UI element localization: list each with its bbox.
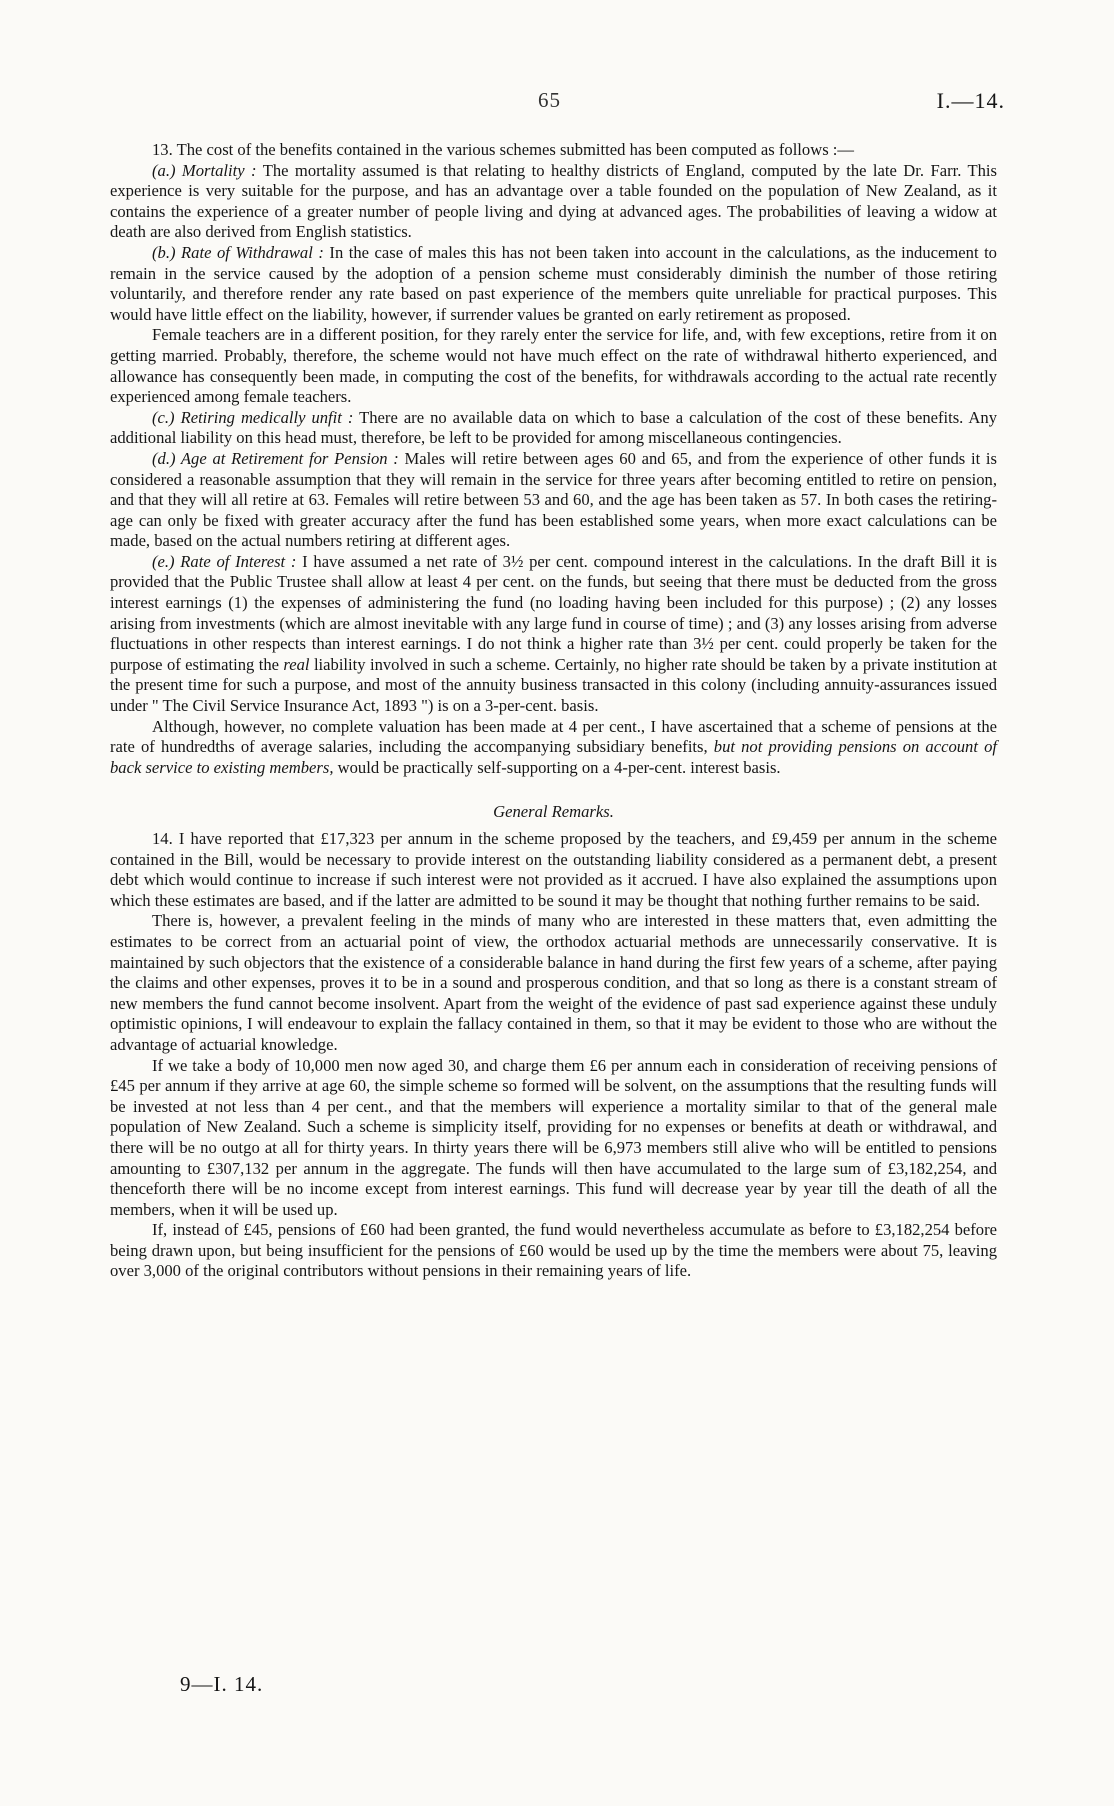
paragraph-pensions-60: If, instead of £45, pensions of £60 had been granted, the fund would nevertheless accumulate as before to £3,182,254 before being drawn upon, but being insufficient for the pensions of £60 would be used up by the time the members were about 75, leaving over 3,000 of the original contributors without pensions in their remaining years of life. (110, 1220, 997, 1281)
although-italic: but not providing pensions on account of back service to existing members, (110, 737, 997, 777)
paragraph-withdrawal (110, 243, 997, 325)
footer-signature: 9—I. 14. (180, 1672, 264, 1696)
document-body (110, 140, 997, 1282)
withdrawal-label: (b.) Rate of Withdrawal : (152, 242, 324, 262)
retirement-age-label: (d.) Age at Retirement for Pension : (152, 448, 399, 468)
retirement-age-text: Males will retire between ages 60 and 65, and from the experience of other funds it is considered a reasonable assumption that they will remain in the service for three years after becoming entitled to retire on pension, and that they will all retire at 63. Females will retire between 53 and 60, and the age has been taken as 57. In both cases the retiring-age can only be fixed with greater accuracy after the fund has been established some years, when more exact calculations can be made, based on the actual numbers retiring at different ages. (110, 448, 997, 551)
section-heading-general-remarks: General Remarks. (493, 802, 614, 822)
although-text-1: Although, however, no complete valuation has been made at 4 per cent., I have ascertained that a scheme of pensions at the rate of hundredths of average salaries, including the accompanying subsidiary benefits, (110, 716, 997, 757)
paragraph-14: 14. I have reported that £17,323 per annum in the scheme proposed by the teachers, and £9,459 per annum in the scheme contained in the Bill, would be necessary to provide interest on the outstanding liability considered as a permanent debt, a present debt which would continue to increase if such interest were not provided as it accrued. I have also explained the assumptions upon which these estimates are based, and if the latter are admitted to be sound it may be thought that nothing further remains to be said. (110, 829, 997, 910)
medically-unfit-text: There are no available data on which to base a calculation of the cost of these benefits. Any additional liability on this head must, therefore, be left to be provided for among miscellaneous contingencies. (110, 407, 997, 448)
page-number: 65 (538, 88, 561, 112)
paragraph-13-intro: 13. The cost of the benefits contained in the various schemes submitted has been computed as follows :— (152, 140, 855, 159)
although-text-2: would be practically self-supporting on a 4-per-cent. interest basis. (333, 757, 781, 777)
interest-rate-text-2: liability involved in such a scheme. Certainly, no higher rate should be taken by a private institution at the present time for such a purpose, and most of the annuity business transacted in this colony (including annuity-assurances issued under " The Civil Service Insurance Act, 1893 ") is on a 3-per-cent. basis. (110, 654, 998, 716)
withdrawal-text: In the case of males this has not been taken into account in the calculations, as the inducement to remain in the service caused by the adoption of a pension scheme must considerably diminish the number of those retiring voluntarily, and therefore render any rate based on past experience of the members quite unreliable for practical purposes. This would have little effect on the liability, however, if surrender values be granted on early retirement as proposed. (110, 242, 997, 324)
paragraph-mortality (110, 161, 997, 243)
medically-unfit-label: (c.) Retiring medically unfit : (152, 407, 354, 427)
mortality-text: The mortality assumed is that relating to healthy districts of England, computed by the late Dr. Farr. This experience is very suitable for the purpose, and has an advantage over a table founded on the population of New Zealand, as it contains the experience of a greater number of people living and dying at advanced ages. The probabilities of leaving a widow at death are also derived from English statistics. (110, 160, 997, 242)
interest-rate-text-1: I have assumed a net rate of 3½ per cent. compound interest in the calculations. In the draft Bill it is provided that the Public Trustee shall allow at least 4 per cent. on the funds, but seeing that there must be deducted from the gross interest earnings (1) the expenses of administering the fund (no loading having been included for this purpose) ; (2) any losses arising from investments (which are almost inevitable with any large fund in course of time) ; and (3) any losses arising from adverse fluctuations in other respects than interest earnings. I do not think a higher rate than 3½ per cent. could properly be taken for the purpose of estimating the (110, 551, 998, 674)
interest-rate-label: (e.) Rate of Interest : (152, 551, 297, 571)
paragraph-retirement-age (110, 449, 997, 552)
paragraph-medically-unfit (110, 408, 997, 449)
paragraph-although (110, 717, 997, 779)
mortality-label: (a.) Mortality : (152, 160, 257, 180)
document-reference: I.—14. (936, 88, 1005, 113)
paragraph-prevalent-feeling: There is, however, a prevalent feeling in the minds of many who are interested in these matters that, even admitting the estimates to be correct from an actuarial point of view, the orthodox actuarial methods are unnecessarily conservative. It is maintained by such objectors that the existence of a considerable balance in hand during the first few years of a scheme, after paying the claims and other expenses, proves it to be in a sound and prosperous condition, and that so long as there is a constant stream of new members the fund cannot become insolvent. Apart from the weight of the evidence of past sad experience against these unduly optimistic opinions, I will endeavour to explain the fallacy contained in them, so that it may be evident to those who are without the advantage of actuarial knowledge. (110, 911, 997, 1054)
paragraph-body-of-men: If we take a body of 10,000 men now aged 30, and charge them £6 per annum each in consideration of receiving pensions of £45 per annum if they arrive at age 60, the simple scheme so formed will be solvent, on the assumptions that the resulting funds will be invested at not less than 4 per cent., and that the members will experience a mortality similar to that of the general male population of New Zealand. Such a scheme is simplicity itself, providing for no expenses or benefits at death or withdrawal, and there will be no outgo at all for thirty years. In thirty years there will be 6,973 members still alive who will be entitled to pensions amounting to £307,132 per annum in the aggregate. The funds will then have accumulated to the large sum of £3,182,254, and thenceforth there will be no income except from interest earnings. This fund will decrease year by year till the death of all the members, when it will be used up. (110, 1055, 997, 1219)
paragraph-female-teachers: Female teachers are in a different position, for they rarely enter the service for life, and, with few exceptions, retire from it on getting married. Probably, therefore, the scheme would not have much effect on the rate of withdrawal hitherto experienced, and allowance has consequently been made, in computing the cost of the benefits, for withdrawals according to the actual rate recently experienced among female teachers. (110, 325, 997, 407)
interest-rate-real: real (283, 654, 310, 674)
paragraph-interest-rate (110, 552, 997, 717)
